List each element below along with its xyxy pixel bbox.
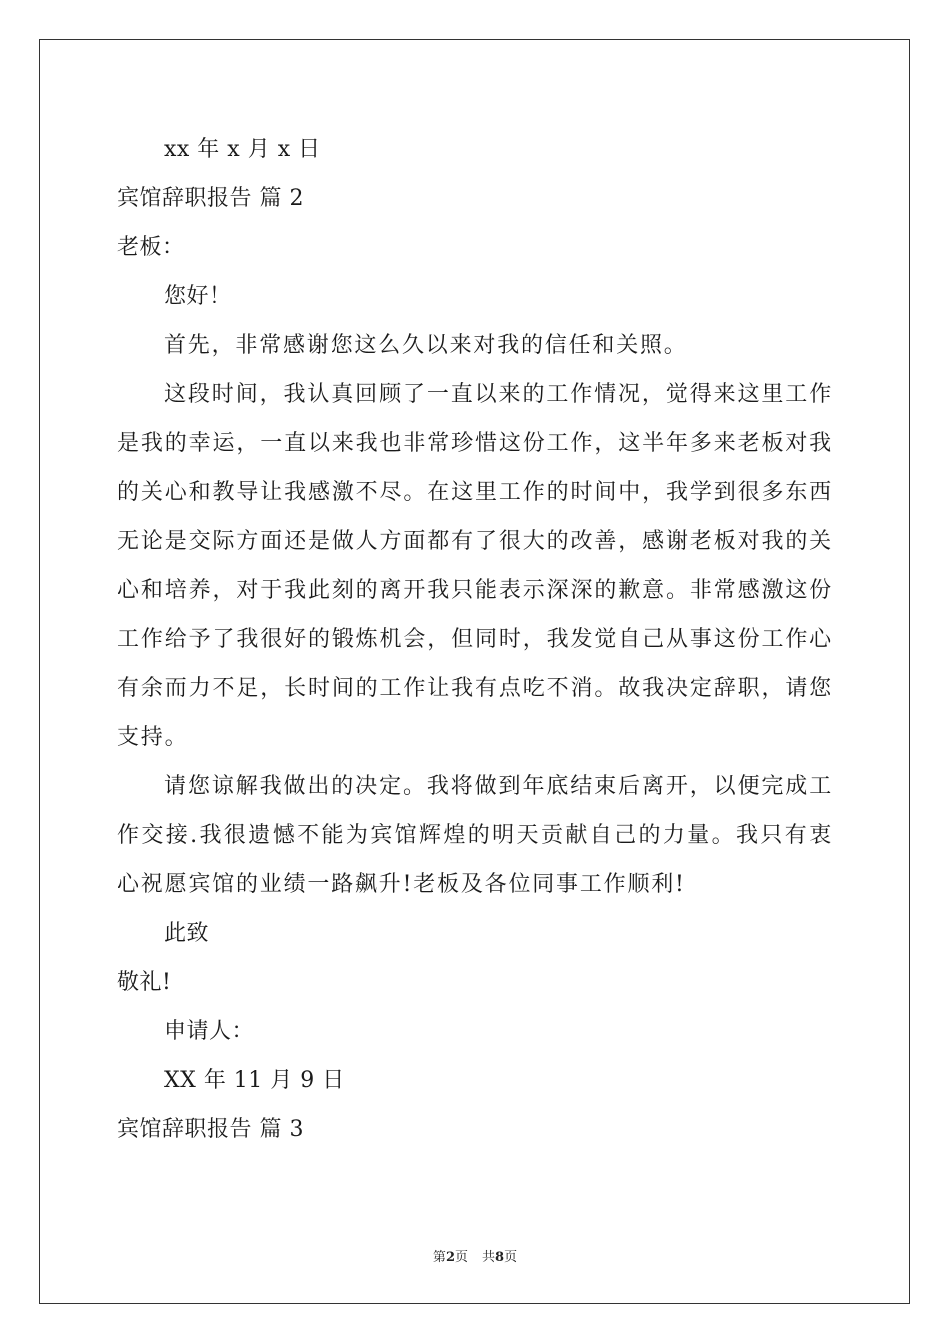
footer-total-suffix: 页	[504, 1250, 518, 1265]
paragraph-reasons: 这段时间，我认真回顾了一直以来的工作情况，觉得来这里工作是我的幸运，一直以来我也非常珍惜这份工作，这半年多来老板对我的关心和教导让我感激不尽。在这里工作的时间中，我学到很多东西无论是交际方面还是做人方面都有了很大的改善，感谢老板对我的关心和培养，对于我此刻的离开我只能表示深深的歉意。非常感激这份工作给予了我很好的锻炼机会，但同时，我发觉自己从事这份工作心有余而力不足，长时间的工作让我有点吃不消。故我决定辞职，请您支持。	[117, 382, 833, 750]
closing-line-2: 敬礼!	[117, 970, 172, 995]
greeting: 您好！	[164, 284, 232, 309]
paragraph-wishes: 请您谅解我做出的决定。我将做到年底结束后离开，以便完成工作交接.我很遗憾不能为宾馆辉煌的明天贡献自己的力量。我只有衷心祝愿宾馆的业绩一路飙升!老板及各位同事工作顺利!	[117, 774, 833, 897]
page-footer	[0, 1246, 950, 1265]
signature-date: XX 年 11 月 9 日	[164, 1068, 345, 1093]
next-section-title: 宾馆辞职报告 篇 3	[117, 1117, 304, 1142]
applicant-label: 申请人：	[164, 1019, 255, 1044]
date-line: xx 年 x 月 x 日	[164, 137, 321, 162]
closing-line-1: 此致	[164, 921, 210, 946]
paragraph-thanks: 首先，非常感谢您这么久以来对我的信任和关照。	[164, 333, 688, 358]
footer-page-prefix: 第	[432, 1250, 446, 1265]
salutation: 老板：	[117, 235, 185, 260]
footer-page-number: 2	[445, 1250, 455, 1265]
document-body	[117, 125, 833, 1154]
footer-total-prefix: 共	[482, 1250, 496, 1265]
footer-page-suffix: 页	[454, 1250, 468, 1265]
footer-total-pages: 8	[495, 1250, 505, 1265]
section-title: 宾馆辞职报告 篇 2	[117, 186, 304, 211]
